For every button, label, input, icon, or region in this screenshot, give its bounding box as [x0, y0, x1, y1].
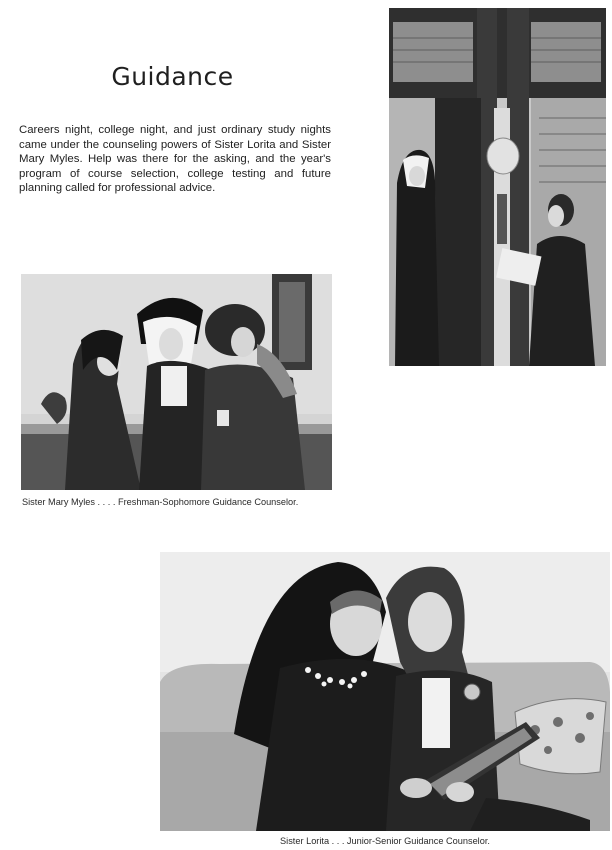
desk-photo: [21, 274, 332, 490]
couch-photo-caption: Sister Lorita . . . Junior-Senior Guidance Counselor.: [280, 836, 490, 846]
couch-photo: [160, 552, 610, 831]
desk-photo-caption: Sister Mary Myles . . . . Freshman-Sophomore Guidance Counselor.: [22, 497, 299, 507]
intro-paragraph: Careers night, college night, and just ordinary study nights came under the counseling powers of Sister Lorita and Sister Mary Myles. Help was there for the asking, and the year's program of course selection, college testing and future planning called for professional advice.: [19, 124, 331, 195]
doorway-photo: [389, 8, 606, 366]
page-title: Guidance: [111, 62, 234, 91]
